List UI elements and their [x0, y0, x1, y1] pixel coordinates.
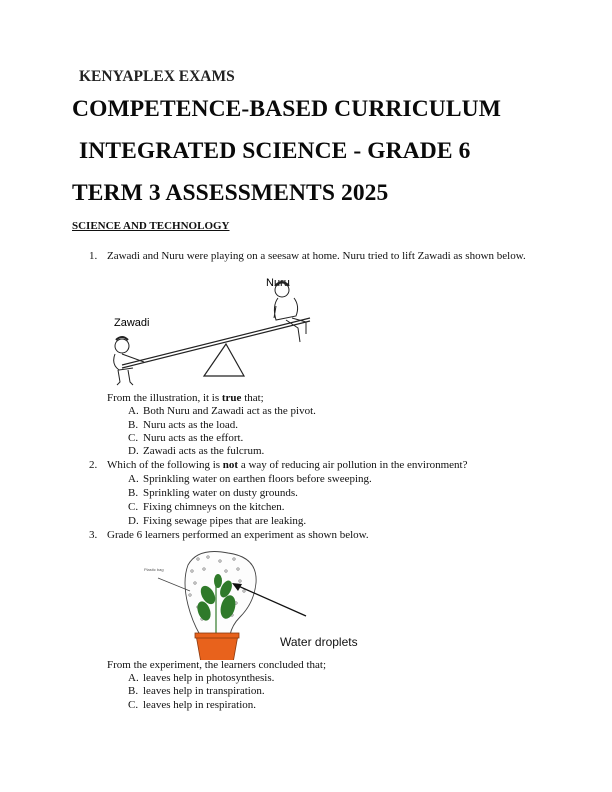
figure-label-zawadi: Zawadi — [114, 317, 150, 329]
option-a[interactable]: A. leaves help in photosynthesis. — [128, 672, 275, 684]
question-text: Zawadi and Nuru were playing on a seesaw at home. Nuru tried to lift Zawadi as shown below. — [107, 250, 526, 262]
option-c[interactable]: C. Nuru acts as the effort. — [128, 432, 244, 444]
question-stem: From the experiment, the learners concluded that; — [107, 659, 327, 671]
question-number: 1. — [89, 250, 98, 262]
option-b[interactable]: B. leaves help in transpiration. — [128, 685, 265, 697]
section-heading: SCIENCE AND TECHNOLOGY — [72, 220, 230, 232]
option-d[interactable]: D. Fixing sewage pipes that are leaking. — [128, 515, 307, 527]
question-stem: From the illustration, it is true that; — [107, 392, 264, 404]
question-text: Grade 6 learners performed an experiment as shown below. — [107, 529, 369, 541]
brand-name: KENYAPLEX EXAMS — [79, 68, 235, 85]
option-a[interactable]: A. Sprinkling water on earthen floors before sweeping. — [128, 473, 372, 485]
option-a[interactable]: A. Both Nuru and Zawadi act as the pivot. — [128, 405, 316, 417]
plant-in-plastic-bag-illustration — [140, 545, 400, 660]
question-number: 2. — [89, 459, 98, 471]
option-d[interactable]: D. Zawadi acts as the fulcrum. — [128, 445, 265, 457]
option-b[interactable]: B. Sprinkling water on dusty grounds. — [128, 487, 298, 499]
option-c[interactable]: C. leaves help in respiration. — [128, 699, 257, 711]
figure-label-water-droplets: Water droplets — [280, 635, 358, 649]
figure-label-plastic-bag: Plastic bag — [144, 567, 164, 572]
question-text: Which of the following is not a way of reducing air pollution in the environment? — [107, 459, 468, 471]
seesaw-illustration — [100, 270, 320, 390]
question-number: 3. — [89, 529, 98, 541]
title-curriculum: COMPETENCE-BASED CURRICULUM — [72, 96, 501, 122]
figure-label-nuru: Nuru — [266, 277, 290, 289]
option-b[interactable]: B. Nuru acts as the load. — [128, 419, 238, 431]
title-subject-grade: INTEGRATED SCIENCE - GRADE 6 — [79, 138, 471, 164]
title-term: TERM 3 ASSESSMENTS 2025 — [72, 180, 389, 206]
emphasis-not: not — [222, 459, 239, 471]
emphasis-true: true — [221, 392, 242, 404]
option-c[interactable]: C. Fixing chimneys on the kitchen. — [128, 501, 285, 513]
